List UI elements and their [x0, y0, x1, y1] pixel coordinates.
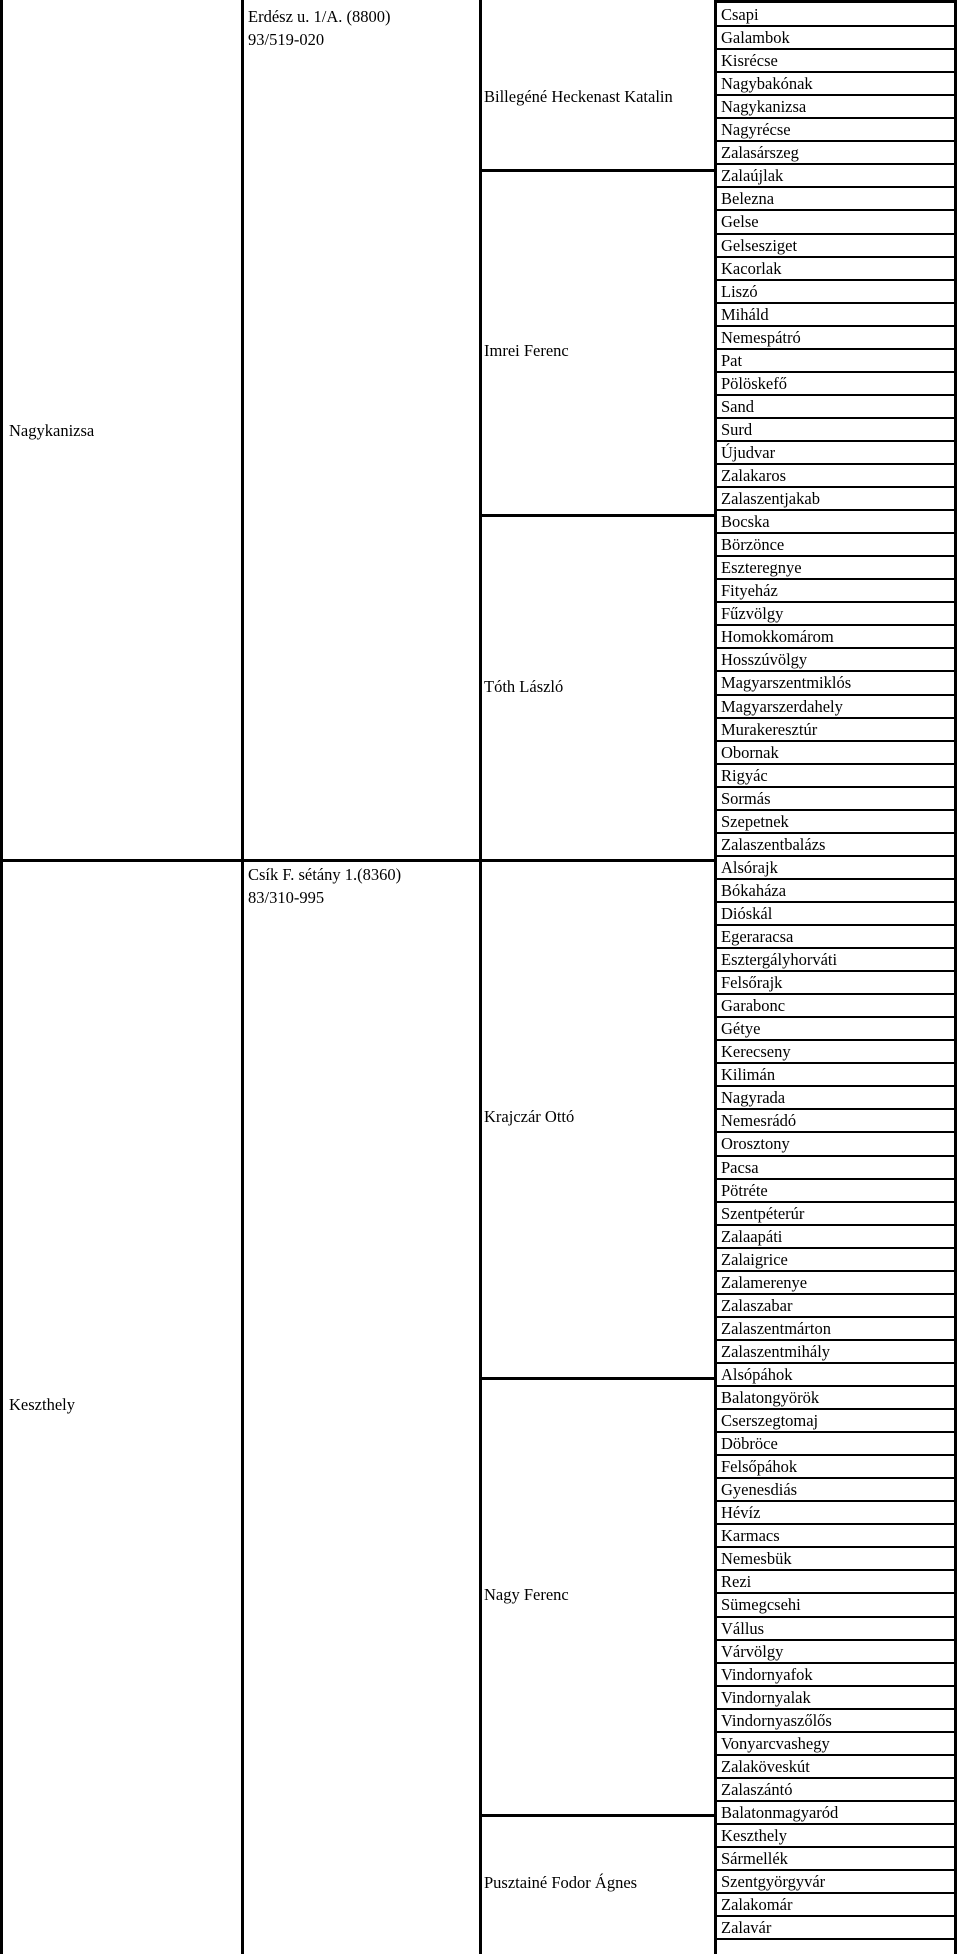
village-name: Balatonmagyaród — [721, 1802, 839, 1822]
row-separator — [714, 1569, 957, 1571]
row-separator — [714, 1592, 957, 1594]
row-separator — [714, 1823, 957, 1825]
row-separator — [714, 993, 957, 995]
village-name: Zalaapáti — [721, 1226, 783, 1246]
village-name: Zalaszabar — [721, 1295, 793, 1315]
village-name: Pölöskefő — [721, 373, 787, 393]
village-name: Zalasárszeg — [721, 143, 799, 163]
row-separator — [714, 1662, 957, 1664]
village-name: Kerecseny — [721, 1042, 791, 1062]
row-separator — [714, 601, 957, 603]
village-name: Hévíz — [721, 1503, 761, 1523]
village-name: Hosszúvölgy — [721, 650, 808, 670]
row-separator — [714, 1085, 957, 1087]
region-city: Nagykanizsa — [9, 421, 95, 440]
row-separator — [714, 1685, 957, 1687]
row-separator — [714, 1362, 957, 1364]
village-name: Pacsa — [721, 1157, 759, 1177]
village-name: Cserszegtomaj — [721, 1411, 819, 1431]
row-separator — [714, 1178, 957, 1180]
row-separator — [714, 786, 957, 788]
row-separator — [714, 1201, 957, 1203]
row-separator — [714, 140, 957, 142]
village-name: Nagybakónak — [721, 74, 813, 94]
village-name: Kacorlak — [721, 258, 782, 278]
village-name: Gelsesziget — [721, 235, 798, 255]
village-name: Belezna — [721, 189, 775, 209]
row-separator — [714, 463, 957, 465]
village-name: Vindornyalak — [721, 1687, 811, 1707]
village-name: Nagykanizsa — [721, 97, 807, 117]
row-separator — [714, 1731, 957, 1733]
row-separator — [714, 486, 957, 488]
divider-address-officer — [479, 0, 482, 1954]
row-separator — [714, 371, 957, 373]
village-name: Esztergályhorváti — [721, 950, 838, 970]
border-left — [0, 0, 3, 1954]
row-separator — [714, 1477, 957, 1479]
officer-name: Pusztainé Fodor Ágnes — [484, 1873, 638, 1892]
row-separator — [714, 1039, 957, 1041]
row-separator — [714, 1892, 957, 1894]
village-name: Pötréte — [721, 1180, 768, 1200]
officer-divider — [479, 1814, 717, 1817]
row-separator — [714, 1108, 957, 1110]
row-separator — [714, 186, 957, 188]
row-separator — [714, 1293, 957, 1295]
village-name: Magyarszerdahely — [721, 696, 843, 716]
row-separator — [714, 1938, 957, 1940]
row-separator — [714, 1616, 957, 1618]
village-name: Zalakaros — [721, 466, 787, 485]
village-name: Murakeresztúr — [721, 719, 818, 739]
row-separator — [714, 1639, 957, 1641]
row-separator — [714, 1316, 957, 1318]
row-separator — [714, 1915, 957, 1917]
row-separator — [714, 163, 957, 165]
village-name: Dióskál — [721, 903, 773, 923]
village-name: Alsórajk — [721, 857, 778, 877]
village-name: Alsópáhok — [721, 1364, 793, 1384]
village-name: Zalaszentmárton — [721, 1318, 831, 1338]
village-name: Börzönce — [721, 535, 785, 555]
row-separator — [714, 1155, 957, 1157]
officer-name: Imrei Ferenc — [484, 341, 569, 360]
village-name: Szepetnek — [721, 811, 789, 831]
row-separator — [714, 855, 957, 857]
village-name: Zalakomár — [721, 1895, 793, 1915]
village-name: Szentgyörgyvár — [721, 1872, 826, 1892]
officer-name: Nagy Ferenc — [484, 1585, 569, 1604]
row-separator — [714, 71, 957, 73]
row-separator — [714, 1754, 957, 1756]
row-separator — [714, 717, 957, 719]
row-separator — [714, 1546, 957, 1548]
village-name: Miháld — [721, 304, 769, 324]
region-divider — [0, 859, 482, 862]
row-separator — [714, 1385, 957, 1387]
village-name: Várvölgy — [721, 1641, 784, 1661]
row-separator — [714, 1408, 957, 1410]
village-name: Nemespátró — [721, 327, 801, 347]
village-name: Sand — [721, 396, 754, 416]
row-separator — [714, 1777, 957, 1779]
row-separator — [714, 924, 957, 926]
village-name: Homokkomárom — [721, 627, 834, 647]
village-name: Zalamerenye — [721, 1272, 808, 1292]
village-name: Zalaújlak — [721, 166, 784, 186]
village-name: Surd — [721, 419, 753, 439]
row-separator — [714, 209, 957, 211]
row-separator — [714, 1523, 957, 1525]
region-phone: 83/310-995 — [248, 888, 325, 907]
village-name: Vindornyaszőlős — [721, 1710, 832, 1730]
village-name: Egeraracsa — [721, 927, 794, 946]
officer-divider — [479, 169, 717, 172]
divider-city-address — [241, 0, 244, 1954]
row-separator — [714, 302, 957, 304]
village-name: Zalaigrice — [721, 1249, 788, 1269]
officer-name: Krajczár Ottó — [484, 1107, 575, 1126]
village-name: Gétye — [721, 1019, 761, 1039]
officer-divider — [479, 514, 717, 517]
village-name: Rezi — [721, 1572, 752, 1592]
village-name: Sümegcsehi — [721, 1595, 801, 1615]
officer-name: Tóth László — [484, 677, 564, 696]
village-name: Zalaszentbalázs — [721, 834, 826, 854]
village-name: Nemesbük — [721, 1549, 792, 1569]
village-name: Zalaszántó — [721, 1779, 793, 1799]
village-name: Gelse — [721, 212, 759, 232]
row-separator — [714, 233, 957, 235]
row-separator — [714, 1500, 957, 1502]
village-name: Galambok — [721, 28, 790, 48]
village-name: Nemesrádó — [721, 1111, 797, 1131]
row-separator — [714, 647, 957, 649]
village-name: Vállus — [721, 1618, 765, 1638]
row-separator — [714, 555, 957, 557]
row-separator — [714, 947, 957, 949]
row-separator — [714, 1708, 957, 1710]
row-separator — [714, 25, 957, 27]
region-address: Csík F. sétány 1.(8360) — [248, 865, 402, 884]
row-separator — [714, 740, 957, 742]
village-name: Vindornyafok — [721, 1664, 813, 1684]
village-name: Bókaháza — [721, 880, 787, 900]
region-city: Keszthely — [9, 1395, 75, 1414]
village-name: Vonyarcvashegy — [721, 1733, 830, 1753]
village-name: Zalaköveskút — [721, 1756, 810, 1776]
row-separator — [714, 624, 957, 626]
village-name: Zalavár — [721, 1918, 772, 1938]
row-separator — [714, 256, 957, 258]
village-name: Nagyrécse — [721, 120, 791, 140]
row-separator — [714, 1224, 957, 1226]
row-separator — [714, 1431, 957, 1433]
row-separator — [714, 1846, 957, 1848]
village-name: Döbröce — [721, 1434, 778, 1454]
village-name: Újudvar — [721, 442, 776, 462]
row-separator — [714, 325, 957, 327]
village-name: Bocska — [721, 512, 770, 532]
row-separator — [714, 809, 957, 811]
region-phone: 93/519-020 — [248, 30, 325, 49]
village-name: Kisrécse — [721, 51, 778, 71]
row-separator — [714, 1339, 957, 1341]
row-separator — [714, 970, 957, 972]
row-separator — [714, 832, 957, 834]
row-separator — [714, 578, 957, 580]
row-separator — [714, 670, 957, 672]
row-separator — [714, 1016, 957, 1018]
village-name: Sormás — [721, 788, 771, 808]
village-name: Rigyác — [721, 765, 768, 785]
village-name: Sármellék — [721, 1849, 788, 1868]
village-name: Gyenesdiás — [721, 1480, 798, 1500]
row-separator — [714, 279, 957, 281]
village-name: Karmacs — [721, 1526, 780, 1546]
row-separator — [714, 1270, 957, 1272]
row-separator — [714, 94, 957, 96]
officer-divider — [479, 859, 717, 862]
village-name: Csapi — [721, 5, 759, 24]
village-name: Zalaszentmihály — [721, 1341, 831, 1361]
village-name: Pat — [721, 350, 743, 370]
region-address: Erdész u. 1/A. (8800) — [248, 7, 391, 26]
row-separator — [714, 1454, 957, 1456]
village-name: Fűzvölgy — [721, 604, 784, 624]
village-name: Felsőrajk — [721, 973, 783, 993]
village-name: Eszteregnye — [721, 558, 802, 578]
row-separator — [714, 1800, 957, 1802]
row-separator — [714, 763, 957, 765]
village-name: Liszó — [721, 281, 758, 301]
row-separator — [714, 417, 957, 419]
row-separator — [714, 1247, 957, 1249]
village-name: Felsőpáhok — [721, 1457, 798, 1477]
row-separator — [714, 348, 957, 350]
row-separator — [714, 1869, 957, 1871]
village-name: Nagyrada — [721, 1088, 786, 1108]
row-separator — [714, 48, 957, 50]
village-name: Szentpéterúr — [721, 1203, 805, 1223]
village-name: Orosztony — [721, 1134, 790, 1154]
row-separator — [714, 532, 957, 534]
row-separator — [714, 117, 957, 119]
row-separator — [714, 509, 957, 511]
row-separator — [714, 1062, 957, 1064]
row-separator — [714, 1131, 957, 1133]
village-name: Balatongyörök — [721, 1388, 820, 1407]
row-separator — [714, 694, 957, 696]
village-name: Kilimán — [721, 1065, 776, 1085]
row-separator — [714, 901, 957, 903]
village-name: Zalaszentjakab — [721, 489, 820, 509]
officer-divider — [479, 1377, 717, 1380]
village-name: Obornak — [721, 742, 779, 762]
row-separator — [714, 878, 957, 880]
row-separator — [714, 440, 957, 442]
row-separator — [714, 394, 957, 396]
village-name: Fityeház — [721, 581, 778, 601]
officer-name: Billegéné Heckenast Katalin — [484, 87, 673, 106]
village-name: Keszthely — [721, 1825, 787, 1845]
village-name: Magyarszentmiklós — [721, 673, 852, 693]
village-name: Garabonc — [721, 996, 786, 1016]
